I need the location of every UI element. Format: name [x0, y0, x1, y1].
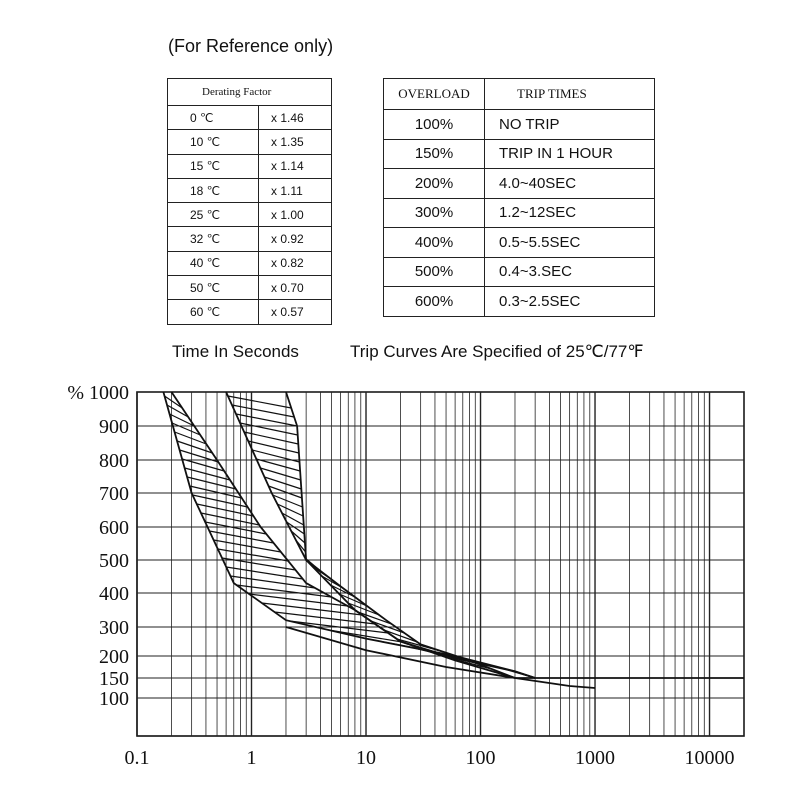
- derating-row: [168, 130, 332, 154]
- derating-factor: x 0.82: [259, 251, 332, 275]
- y-tick-label: 600: [99, 517, 129, 539]
- trip-row: [384, 198, 655, 228]
- trip-row: [384, 169, 655, 199]
- trip-row: [384, 287, 655, 317]
- derating-factor: x 0.92: [259, 227, 332, 251]
- derating-factor: x 0.57: [259, 300, 332, 324]
- y-tick-label: 700: [99, 483, 129, 505]
- y-tick-label: % 1000: [67, 382, 129, 404]
- trip-time-value: 1.2~12SEC: [485, 198, 655, 228]
- derating-temp: 15 ℃: [168, 154, 259, 178]
- overload-value: 600%: [384, 287, 485, 317]
- x-tick-label: 10: [356, 747, 377, 769]
- derating-row: [168, 276, 332, 300]
- trip-rows: [384, 110, 655, 317]
- overload-header: OVERLOAD: [384, 79, 485, 110]
- derating-row: [168, 154, 332, 178]
- derating-row: [168, 178, 332, 202]
- derating-row: [168, 227, 332, 251]
- y-tick-label: 800: [99, 450, 129, 472]
- trip-times-table: [383, 78, 655, 317]
- trip-time-value: TRIP IN 1 HOUR: [485, 139, 655, 169]
- y-tick-label: 500: [99, 550, 129, 572]
- derating-temp: 40 ℃: [168, 251, 259, 275]
- trip-time-value: NO TRIP: [485, 110, 655, 140]
- trip-row: [384, 257, 655, 287]
- trip-time-value: 4.0~40SEC: [485, 169, 655, 199]
- derating-row: [168, 300, 332, 324]
- derating-temp: 25 ℃: [168, 203, 259, 227]
- derating-row: [168, 251, 332, 275]
- overload-value: 200%: [384, 169, 485, 199]
- trip-time-value: 0.4~3.SEC: [485, 257, 655, 287]
- y-tick-label: 900: [99, 416, 129, 438]
- y-tick-label: 400: [99, 583, 129, 605]
- spec-caption: Trip Curves Are Specified of 25℃/77℉: [350, 342, 644, 361]
- trip-time-value: 0.3~2.5SEC: [485, 287, 655, 317]
- trip-curve-chart: [0, 360, 800, 800]
- x-tick-label: 10000: [684, 747, 735, 769]
- derating-temp: 0 ℃: [168, 106, 259, 130]
- overload-value: 100%: [384, 110, 485, 140]
- overload-value: 300%: [384, 198, 485, 228]
- y-tick-label: 300: [99, 617, 129, 639]
- x-tick-label: 0.1: [124, 747, 150, 769]
- series-curve: [163, 392, 535, 678]
- chart-tick-labels: [67, 382, 734, 769]
- derating-factor: x 1.14: [259, 154, 332, 178]
- x-tick-label: 1: [246, 747, 257, 769]
- x-tick-label: 1000: [575, 747, 616, 769]
- derating-header: Derating Factor: [168, 79, 332, 106]
- overload-value: 150%: [384, 139, 485, 169]
- derating-factor: x 0.70: [259, 276, 332, 300]
- trip-row: [384, 139, 655, 169]
- derating-temp: 18 ℃: [168, 178, 259, 202]
- time-in-seconds-caption: Time In Seconds: [172, 342, 299, 361]
- derating-table: [167, 78, 332, 325]
- y-tick-label: 200: [99, 646, 129, 668]
- trip-row: [384, 228, 655, 258]
- derating-factor: x 1.00: [259, 203, 332, 227]
- derating-temp: 32 ℃: [168, 227, 259, 251]
- derating-temp: 50 ℃: [168, 276, 259, 300]
- derating-row: [168, 106, 332, 130]
- y-tick-label: 150: [99, 668, 129, 690]
- x-tick-label: 100: [465, 747, 496, 769]
- chart-curves: [163, 392, 744, 688]
- derating-temp: 10 ℃: [168, 130, 259, 154]
- y-tick-label: 100: [99, 688, 129, 710]
- chart-grid: [137, 392, 744, 736]
- derating-rows: [168, 106, 332, 325]
- series-curve: [226, 392, 515, 678]
- plot-frame: [137, 392, 744, 736]
- trip-time-value: 0.5~5.5SEC: [485, 228, 655, 258]
- trip-times-header: TRIP TIMES: [485, 79, 655, 110]
- trip-row: [384, 110, 655, 140]
- derating-factor: x 1.35: [259, 130, 332, 154]
- reference-note: (For Reference only): [168, 36, 334, 56]
- derating-row: [168, 203, 332, 227]
- derating-temp: 60 ℃: [168, 300, 259, 324]
- overload-value: 400%: [384, 228, 485, 258]
- overload-value: 500%: [384, 257, 485, 287]
- derating-factor: x 1.46: [259, 106, 332, 130]
- derating-factor: x 1.11: [259, 178, 332, 202]
